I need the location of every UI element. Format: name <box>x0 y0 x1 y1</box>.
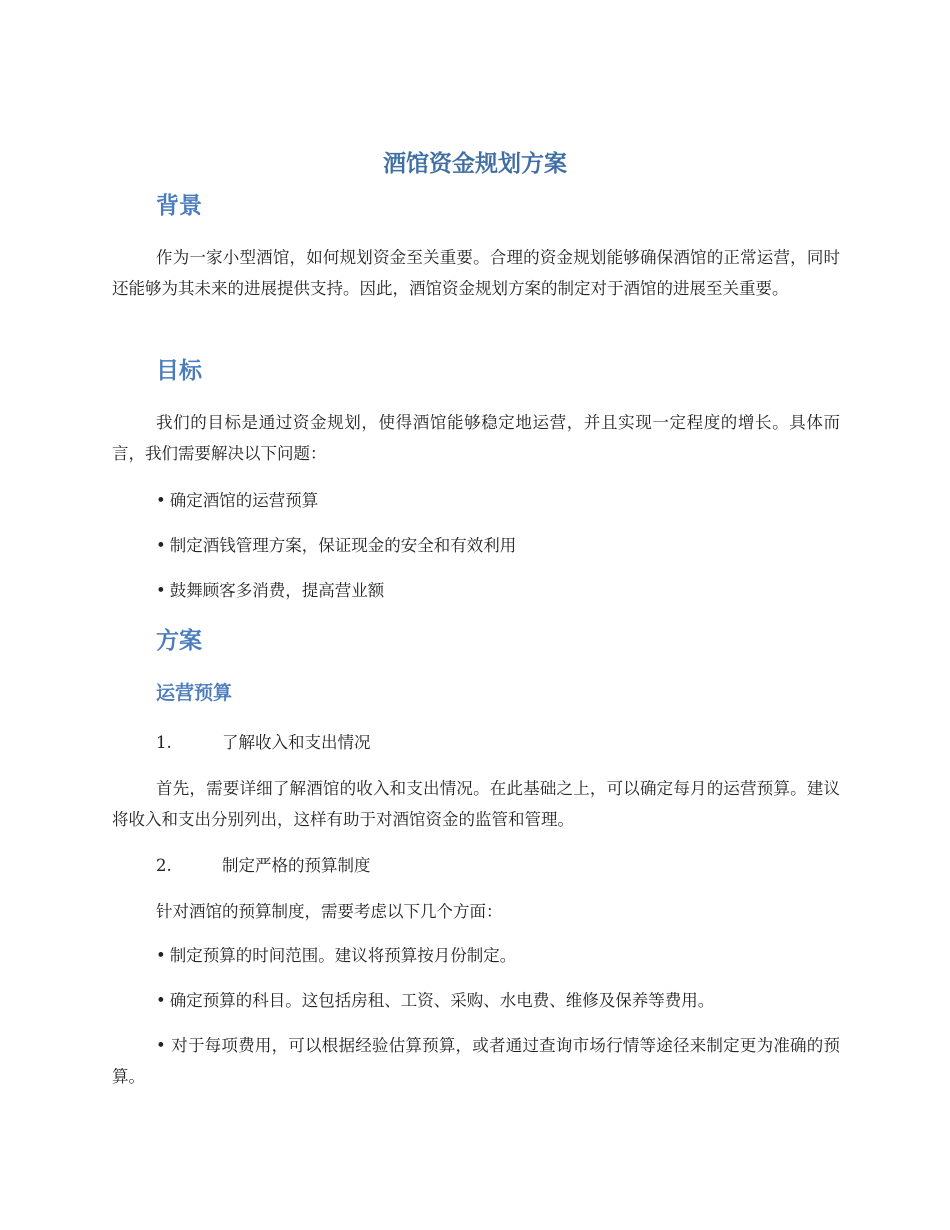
plan-bullet-item <box>156 940 846 971</box>
item-text: 了解收入和支出情况 <box>222 733 371 752</box>
bullet-text: 确定酒馆的运营预算 <box>169 491 319 510</box>
document-title: 酒馆资金规划方案 <box>383 151 567 177</box>
heading-goals: 目标 <box>156 358 202 384</box>
subheading-operating-budget: 运营预算 <box>156 682 233 704</box>
plan-last-bullet-paragraph <box>112 1030 840 1092</box>
item-number: 2. <box>156 856 172 875</box>
heading-background: 背景 <box>156 193 202 219</box>
item-text: 制定严格的预算制度 <box>222 856 371 875</box>
bullet-marker: • <box>156 536 166 555</box>
goals-paragraph: 我们的目标是通过资金规划，使得酒馆能够稳定地运营，并且实现一定程度的增长。具体而言，我们需要解决以下问题： <box>112 413 840 463</box>
item-number: 1. <box>156 733 172 752</box>
numbered-item <box>156 850 846 881</box>
bullet-marker: • <box>156 1036 166 1055</box>
bullet-marker: • <box>156 581 166 600</box>
bullet-marker: • <box>156 946 166 965</box>
goals-bullet-item <box>156 485 846 516</box>
goals-bullet-item <box>156 530 846 561</box>
item1-paragraph: 首先，需要详细了解酒馆的收入和支出情况。在此基础之上，可以确定每月的运营预算。建议将收入和支出分别列出，这样有助于对酒馆资金的监管和管理。 <box>112 779 840 829</box>
bullet-text: 制定预算的时间范围。建议将预算按月份制定。 <box>169 946 517 965</box>
background-paragraph: 作为一家小型酒馆，如何规划资金至关重要。合理的资金规划能够确保酒馆的正常运营，同时还能够为其未来的进展提供支持。因此，酒馆资金规划方案的制定对于酒馆的进展至关重要。 <box>112 248 840 298</box>
bullet-text: 鼓舞顾客多消费，提高营业额 <box>169 581 385 600</box>
item2-paragraph: 针对酒馆的预算制度，需要考虑以下几个方面： <box>156 902 503 921</box>
plan-bullet-item <box>156 985 846 1016</box>
bullet-marker: • <box>156 991 166 1010</box>
bullet-text: 对于每项费用，可以根据经验估算预算，或者通过查询市场行情等途径来制定更为准确的预算。 <box>112 1036 841 1086</box>
bullet-text: 确定预算的科目。这包括房租、工资、采购、水电费、维修及保养等费用。 <box>169 991 715 1010</box>
goals-bullet-item <box>156 575 846 606</box>
numbered-item <box>156 727 846 758</box>
bullet-text: 制定酒钱管理方案，保证现金的安全和有效利用 <box>169 536 517 555</box>
heading-plan: 方案 <box>156 628 202 654</box>
bullet-marker: • <box>156 491 166 510</box>
